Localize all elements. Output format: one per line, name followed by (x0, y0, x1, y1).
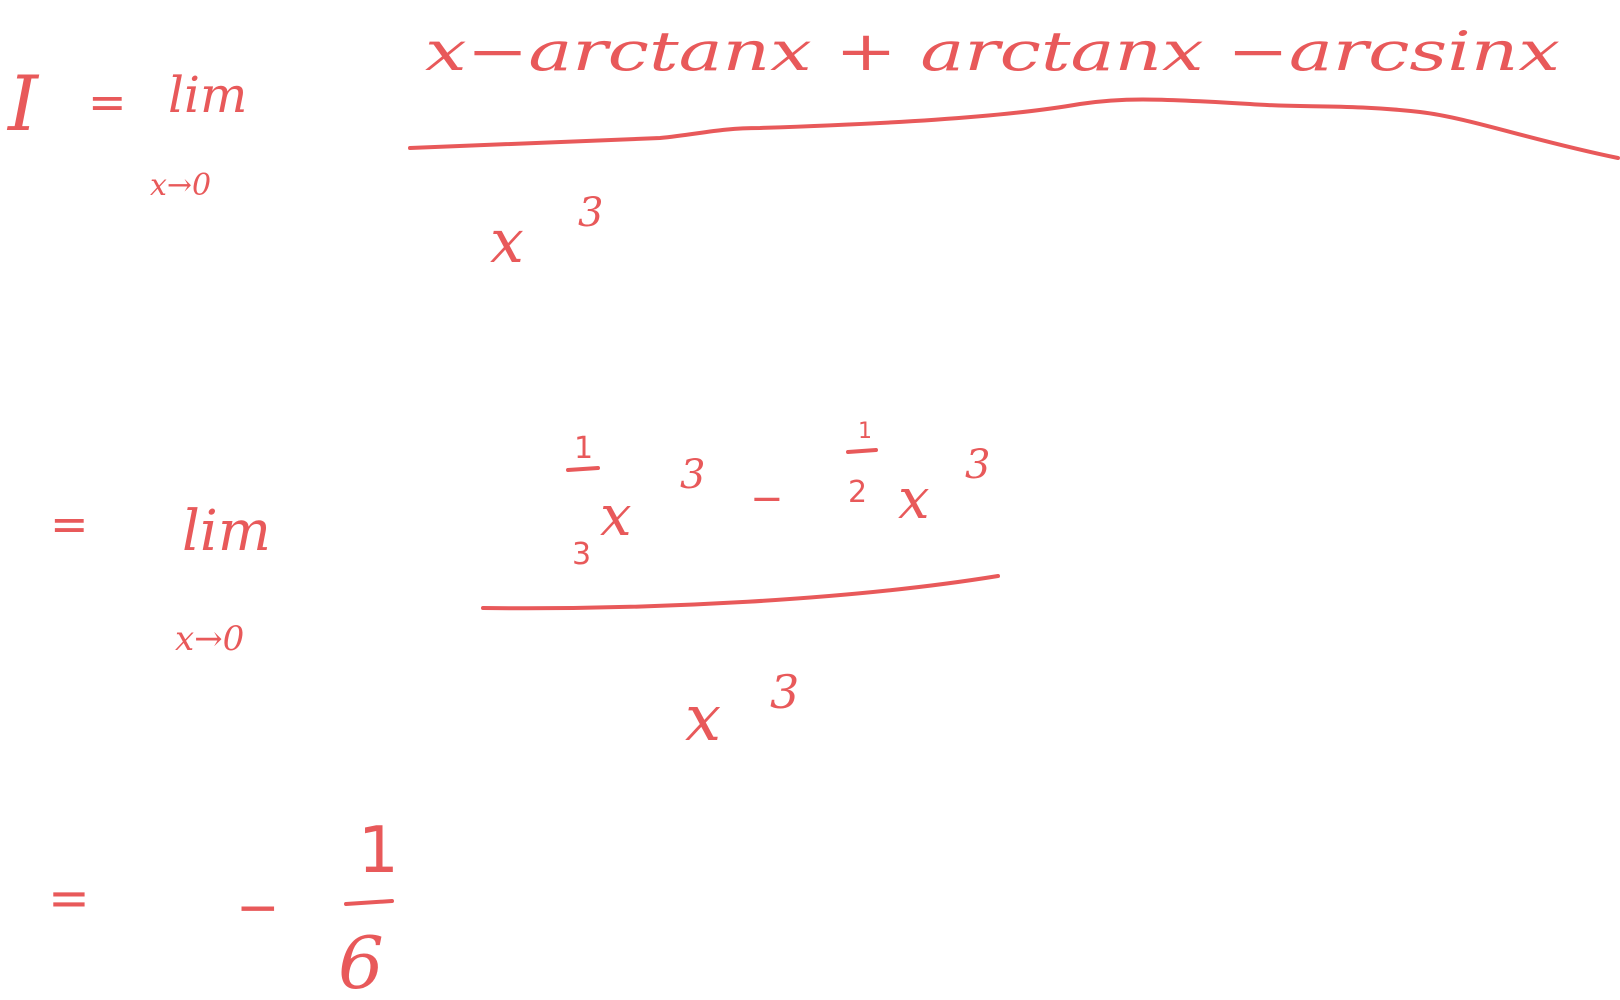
limit-subscript: x→0 (175, 619, 245, 659)
minus-sign: − (750, 476, 784, 522)
term2-denominator: 2 (848, 475, 868, 510)
result-fraction-bar (346, 901, 392, 904)
term2-fraction-bar (848, 450, 876, 452)
term1-numerator: 1 (574, 431, 594, 466)
equals-sign: = (50, 497, 89, 551)
limit-operator: lim (168, 66, 248, 124)
denominator-base: x (685, 682, 722, 756)
term1-fraction-bar (568, 468, 598, 470)
lhs-symbol: I (8, 59, 39, 148)
step-3 (48, 814, 399, 1000)
step-2 (50, 419, 998, 756)
fraction-bar (483, 576, 998, 608)
equals-sign: = (88, 75, 127, 129)
result-denominator: 6 (338, 921, 384, 1000)
result-numerator: 1 (358, 814, 399, 888)
equals-sign: = (48, 869, 90, 927)
numerator-expression: x−arctanx + arctanx −arcsinx (425, 20, 1560, 83)
term2-exponent: 3 (965, 442, 991, 488)
term1-variable: x (600, 484, 632, 549)
denominator-exponent: 3 (578, 190, 604, 236)
limit-subscript: x→0 (150, 168, 212, 203)
denominator-exponent: 3 (770, 665, 800, 719)
step-1 (6, 20, 1618, 277)
term1-denominator: 3 (572, 537, 592, 572)
negative-sign: − (236, 878, 280, 938)
term2-numerator: 1 (858, 419, 872, 444)
limit-operator: lim (182, 499, 271, 564)
denominator-base: x (490, 207, 524, 277)
fraction-bar (410, 100, 1618, 159)
term1-exponent: 3 (680, 452, 706, 498)
term2-variable: x (898, 467, 930, 532)
